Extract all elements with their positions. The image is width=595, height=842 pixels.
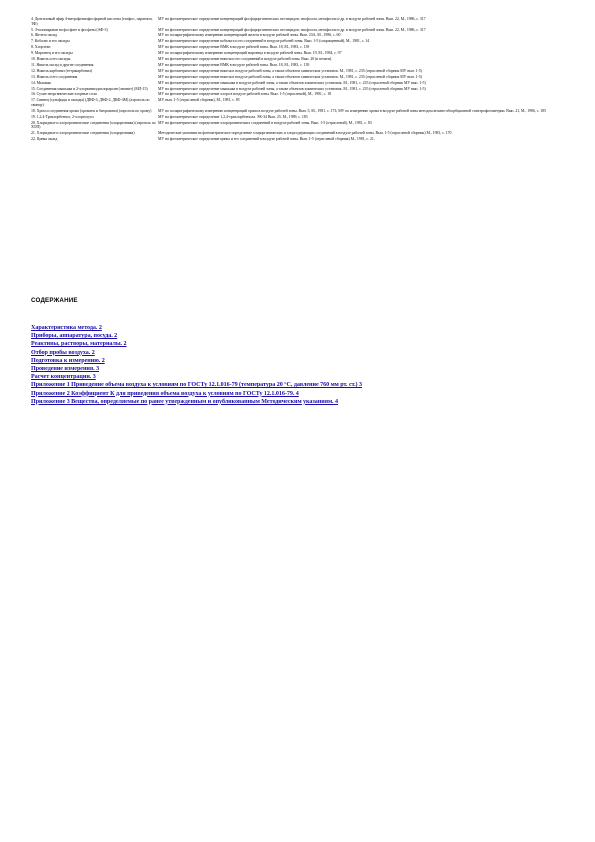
reference-methods-table: [31, 17, 571, 143]
substance-cell: 11. Никель оксид и другие соединения: [31, 62, 94, 67]
method-reference-cell: МУ по полярографическому измерению концентраций железа в воздухе рабочей зоны. Вып. 23А, М., 1986, с. 60: [158, 33, 341, 38]
method-reference-cell: МУ на фотометрическое определение никеля в воздухе рабочей зоны, а также объектов химических установок. М., 1981, с. 235 (отраслевой сборник МУ вып. 1-5): [158, 74, 422, 79]
substance-cell: 17. Свинец (сульфиды и оксиды) (ДКФ-3, ДКФ-2, ДКФ-4М) (аэрозоль по свинцу): [31, 98, 150, 107]
method-reference-cell: МУ на фотометрическое определение мышьяка в воздухе рабочей зоны, а также объектов химических установок. М., 1981, с. 235 (отраслевой сборник МУ вып. 1-5): [158, 86, 426, 91]
toc-item: [31, 370, 571, 381]
toc-item: [31, 337, 571, 348]
substance-cell: 12. Никель карбонил (тетракарбонил): [31, 68, 93, 73]
method-reference-cell: МУ на фотометрическое определение цинка и его соединений в воздухе рабочей зоны. Вып. 1-5 (отраслевой сборник) М., 1981, с. 21.: [158, 137, 375, 142]
toc-link[interactable]: Отбор пробы воздуха. 2: [31, 349, 95, 356]
substance-cell: 18. Хром и соединения хрома (хроматы и бихроматы) (аэрозоль по хрому): [31, 108, 152, 113]
substance-cell: 5. Эталонирован на фосфате и фосфаты (АФ-3): [31, 27, 108, 32]
toc-link[interactable]: Расчет концентрации. 3: [31, 374, 96, 381]
table-row: [31, 98, 571, 109]
method-reference-cell: МУ на фотометрическое определение кобальта и его соединений в воздухе рабочей зоны. Вып. 1-5 (сокращенный), М., 1981, с. 14: [158, 39, 370, 44]
method-reference-cell: МУ на фотометрическое определение никеля в воздухе рабочей зоны, а также объектов химических установок. М., 1981, с. 235 (отраслевой сборник МУ вып. 1-5): [158, 68, 422, 73]
table-row: [31, 121, 571, 132]
substance-cell: 14. Мышьяк: [31, 80, 51, 85]
table-row: [31, 17, 571, 28]
substance-cell: 8. Хлорэтан: [31, 45, 51, 50]
substance-cell: 4. Диэтиловый эфир 4-нитрофенилфосфорной кислоты (тиофос, паратион, ТФ): [31, 17, 153, 26]
substance-cell: 19. 1,2,4-Трихлорбензол, 2-хлортолуол: [31, 114, 94, 119]
toc-link[interactable]: Подготовка к измерению. 2: [31, 357, 105, 364]
substance-cell: 20. Хлоридные и хлорорганические соединения (хлорорганика) (аэрозоль по ХОП): [31, 120, 156, 130]
toc-link[interactable]: Приложение 3 Вещества, определяемые по ранее утвержденным и опубликованным Методическим указаниям. 4: [31, 398, 338, 405]
toc-link[interactable]: Приборы, аппаратура, посуда. 2: [31, 333, 118, 340]
method-reference-cell: МУ на фотометрическое определение концентраций фосфорорганических пестицидов, тиофосом, метафосом и др. в воздухе рабочей зоны. Вып. 22, М., 1986, с. 317: [158, 27, 426, 32]
substance-cell: 13. Никель и его соединения: [31, 74, 78, 79]
table-of-contents: [31, 321, 571, 403]
method-reference-cell: МУ на фотометрическое определение ВМК в воздухе рабочей зоны. Вып. 18, М., 1983, с. 139: [158, 62, 310, 67]
substance-cell: 21. Хлоридные и хлорорганические соединения (хлорорганика): [31, 131, 135, 136]
table-row: [31, 137, 571, 143]
method-reference-cell: МУ на фотометрическое определение никеля и его соединений в воздухе рабочей зоны. Вып. 20 (в печати).: [158, 57, 333, 62]
toc-item: [31, 354, 571, 362]
toc-link[interactable]: Приложение 1 Приведение объема воздуха к условиям по ГОСТу 12.1.016-79 (температура 20 °С, давление 760 мм рт. ст.) 3: [31, 382, 363, 389]
method-reference-cell: МУ по полярографическому измерению концентраций хрома в воздухе рабочей зоны. Вып. 5, М., 1981, с. 173; МУ по измерению хрома в воздухе рабочей зоны методом атомно-абсорбционной спектрофотометрии. Вып. 21, М., 1986, с. 185: [158, 108, 546, 113]
toc-item: [31, 329, 571, 340]
reference-table-body: [31, 17, 571, 143]
substance-cell: 15. Соединения мышьяка и 2-хлорвинилдихлорарсин (люизит) (МЛ-15): [31, 86, 148, 91]
substance-cell: 16. Сухие неорганические хлорные соли: [31, 92, 97, 97]
toc-link[interactable]: Реактивы, растворы, материалы. 2: [31, 341, 127, 348]
toc-item: [31, 362, 571, 370]
substance-cell: 7. Кобальт и его оксиды: [31, 39, 70, 44]
toc-item: [31, 321, 571, 329]
substance-cell: 6. Железо оксид: [31, 33, 57, 38]
method-reference-cell: МУ на фотометрическое определение мышьяка в воздухе рабочей зоны, а также объектов химических установок. М., 1981, с. 235 (отраслевой сборник МУ вып. 1-5): [158, 80, 426, 85]
toc-link[interactable]: Характеристика метода. 2: [31, 325, 102, 331]
method-reference-cell: МУ на фотометрическое определение концентраций фосфорорганических пестицидов, тиофосом, метафосом и др. в воздухе рабочей зоны. Вып. 22, М., 1986, с. 317: [158, 17, 426, 21]
method-reference-cell: МУ, вып. 1-5 (отраслевой сборник), М., 1981, с. 85: [158, 98, 240, 103]
substance-cell: 9. Марганец и его оксиды: [31, 51, 73, 56]
method-reference-cell: МУ на фотометрическое определение ВМК в воздухе рабочей зоны. Вып. 18, М., 1983, с. 139: [158, 45, 310, 50]
substance-cell: 10. Никель и его оксиды: [31, 57, 71, 62]
substance-cell: 22. Цинка оксид: [31, 137, 58, 142]
method-reference-cell: МУ на фотометрическое определение хлорорганических соединений в воздухе рабочей зоны. Вып. 1-5 (отраслевой), М., 1981, с. 83: [158, 120, 372, 125]
contents-heading: СОДЕРЖАНИЕ: [31, 297, 78, 304]
toc-link[interactable]: Проведение измерения. 3: [31, 365, 100, 372]
toc-link[interactable]: Приложение 2 Коэффициент К для приведения объема воздуха к условиям по ГОСТу 12.1.016-79. 4: [31, 390, 299, 397]
method-reference-cell: МУ на фотометрическое определение 1,2,4-трихлорбензола. ЭК-34 Вып. 25, М., 1989, с. 183: [158, 114, 308, 119]
method-reference-cell: МУ по полярографическому измерению концентраций марганца в воздухе рабочей зоны. Вып. 19, М., 1984, с. 97: [158, 51, 342, 56]
toc-item: [31, 378, 571, 389]
method-reference-cell: Методические указания на фотометрическое определение хлорорганических и хлорсодержащих соединений в воздухе рабочей зоны. Вып. 1-5 (отраслевой сборник) М., 1981, с. 170: [158, 131, 452, 136]
method-reference-cell: МУ на фотометрическое определение хлора в воздухе рабочей зоны. Вып. 1-5 (отраслевой), М., 1981, с. 18: [158, 92, 332, 97]
toc-item: [31, 395, 571, 403]
